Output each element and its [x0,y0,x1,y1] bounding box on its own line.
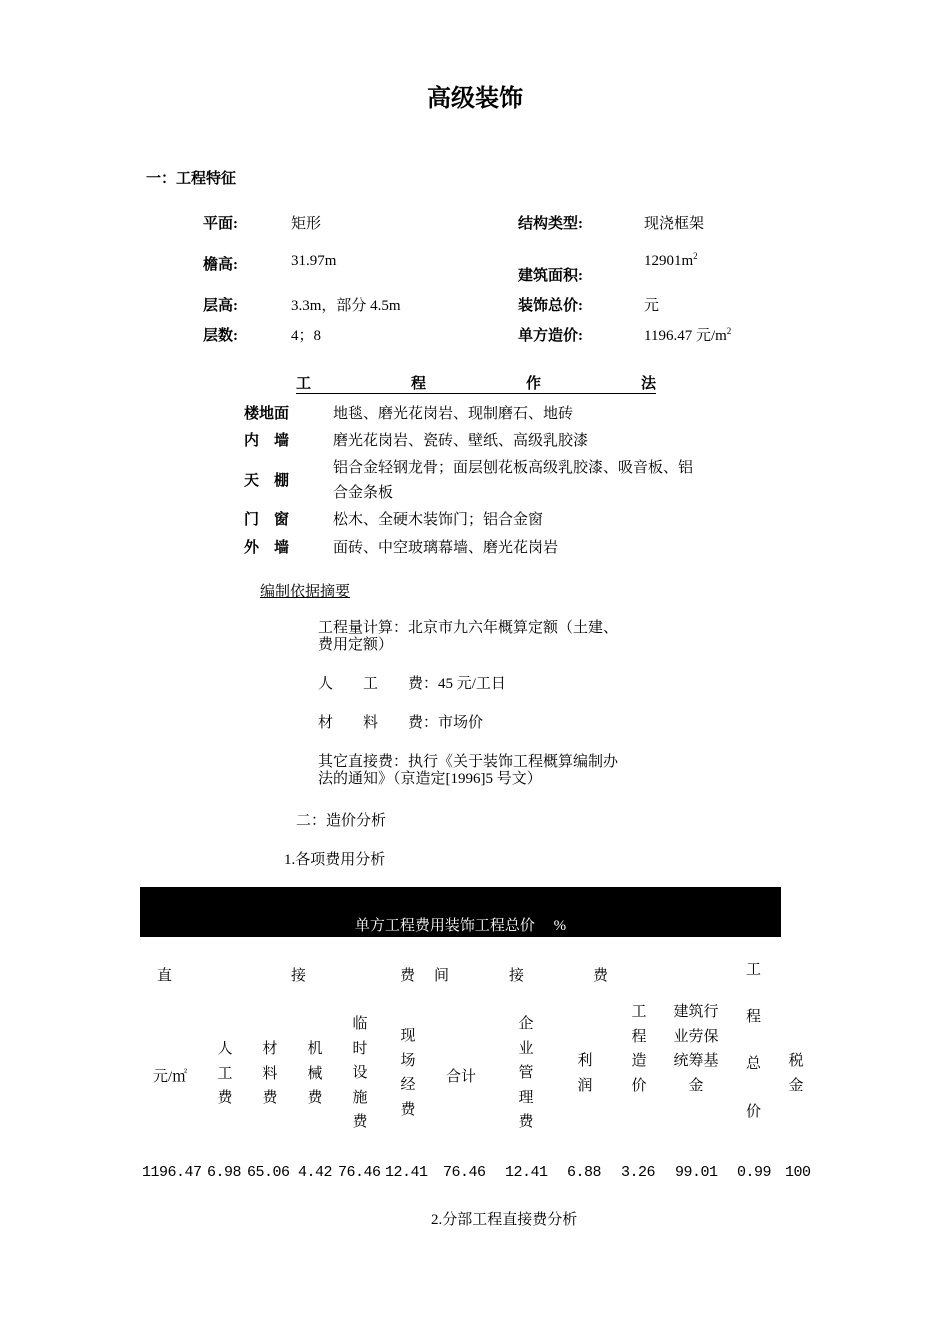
area-label: 建筑面积: [518,268,583,284]
basis-item: 工程量计算：北京市九六年概算定额（土建、费用定额） [318,620,619,653]
table-cell-value: 12.41 [505,1164,548,1181]
total-price-label: 装饰总价: [518,298,583,314]
total-price-value: 元 [644,298,660,314]
column-header-management: 企业管理费 [518,1016,534,1130]
unit-cost-value: 1196.47 元$/m^2$ [644,326,732,344]
method-value-floor: 地毯、磨光花岗岩、现制磨石、地砖 [333,406,574,422]
table-cell-value: 76.46 [338,1164,381,1181]
eave-value: 31.97m [291,253,337,269]
column-header-labor: 人工费 [217,1041,233,1106]
column-header-subtotal: 合计 [446,1069,477,1085]
basis-heading: 编制依据摘要 [260,584,351,600]
method-value-ceiling-line2: 合金条板 [333,485,394,501]
group-direct-char: 直 [157,968,173,984]
unit-cost-label: 单方造价: [518,328,583,344]
plane-label: 平面: [203,216,238,232]
group-indirect-char: 间 [434,968,450,984]
table-cell-value: 3.26 [621,1164,656,1181]
table-cell-value: 12.41 [385,1164,428,1181]
method-heading-char: 法 [640,376,656,392]
method-value-doors-windows: 松木、全硬木装饰门；铝合金窗 [333,512,544,528]
plane-value: 矩形 [291,216,322,232]
subsection-direct-cost-analysis: 2.分部工程直接费分析 [431,1212,578,1228]
basis-item: 其它直接费：执行《关于装饰工程概算编制办法的通知》（京造定[1996]5 号文） [318,754,619,787]
column-header-machinery: 机械费 [307,1041,323,1106]
method-label-floor: 楼地面 [244,406,290,422]
method-label-ceiling: 天 棚 [244,473,290,489]
subsection-fee-analysis: 1.各项费用分析 [284,852,386,868]
method-label-outer-wall: 外 墙 [244,540,290,556]
table-cell-value: 99.01 [675,1164,718,1181]
method-label-doors-windows: 门 窗 [244,512,290,528]
group-cost-char: 价 [746,1104,762,1120]
method-value-outer-wall: 面砖、中空玻璃幕墙、磨光花岗岩 [333,540,559,556]
basis-item: 人 工 费：45 元/工日 [318,676,506,692]
floor-height-value: 3.3m，部分 4.5m [291,298,401,314]
eave-label: 檐高: [203,257,238,273]
page-title: 高级装饰 [427,86,523,112]
floor-height-label: 层高: [203,298,238,314]
method-heading [296,375,656,394]
group-cost-char: 程 [746,1009,762,1025]
structure-label: 结构类型: [518,216,583,232]
column-header-profit: 利润 [577,1053,593,1094]
method-label-inner-wall: 内 墙 [244,433,290,449]
basis-item: 材 料 费：市场价 [318,715,484,731]
column-header-unit: 元/㎡ [153,1069,188,1085]
table-cell-value: 6.98 [207,1164,242,1181]
method-value-inner-wall: 磨光花岗岩、瓷砖、壁纸、高级乳胶漆 [333,433,589,449]
table-cell-value: 76.46 [443,1164,486,1181]
column-header-project-cost: 工程造价 [631,1004,647,1094]
method-value-ceiling-line1: 铝合金轻钢龙骨；面层刨花板高级乳胶漆、吸音板、铝 [333,460,694,476]
area-value: $12901m^2$ [644,251,698,269]
group-indirect-char: 接 [509,968,525,984]
floors-value: 4；8 [291,328,322,344]
section-heading-cost-analysis: 二：造价分析 [296,813,387,829]
table-cell-value: 0.99 [737,1164,772,1181]
table-cell-value: 100 [785,1164,811,1181]
column-header-temp-facility: 临时设施费 [352,1016,368,1130]
column-header-labor-insurance-fund: 建筑行业劳保统筹基金 [673,1004,719,1094]
method-heading-char: 工 [296,376,312,392]
column-header-material: 材料费 [262,1041,278,1106]
table-title: 单方工程费用装饰工程总价 % [354,918,567,934]
table-cell-value: 65.06 [247,1164,290,1181]
floors-label: 层数: [203,328,238,344]
group-indirect-char: 费 [593,968,609,984]
method-heading-char: 程 [410,376,426,392]
group-cost-char: 工 [746,962,762,978]
group-direct-char: 接 [291,968,307,984]
method-heading-char: 作 [525,376,541,392]
column-header-site-fee: 现场经费 [400,1028,416,1118]
structure-value: 现浇框架 [644,216,705,232]
table-cell-value: 4.42 [298,1164,333,1181]
section-heading-features: 一：工程特征 [146,171,237,187]
group-direct-char: 费 [400,968,416,984]
table-cell-value: 6.88 [567,1164,602,1181]
column-header-tax: 税金 [788,1053,804,1094]
table-cell-value: 1196.47 [142,1164,202,1181]
group-cost-char: 总 [746,1056,762,1072]
